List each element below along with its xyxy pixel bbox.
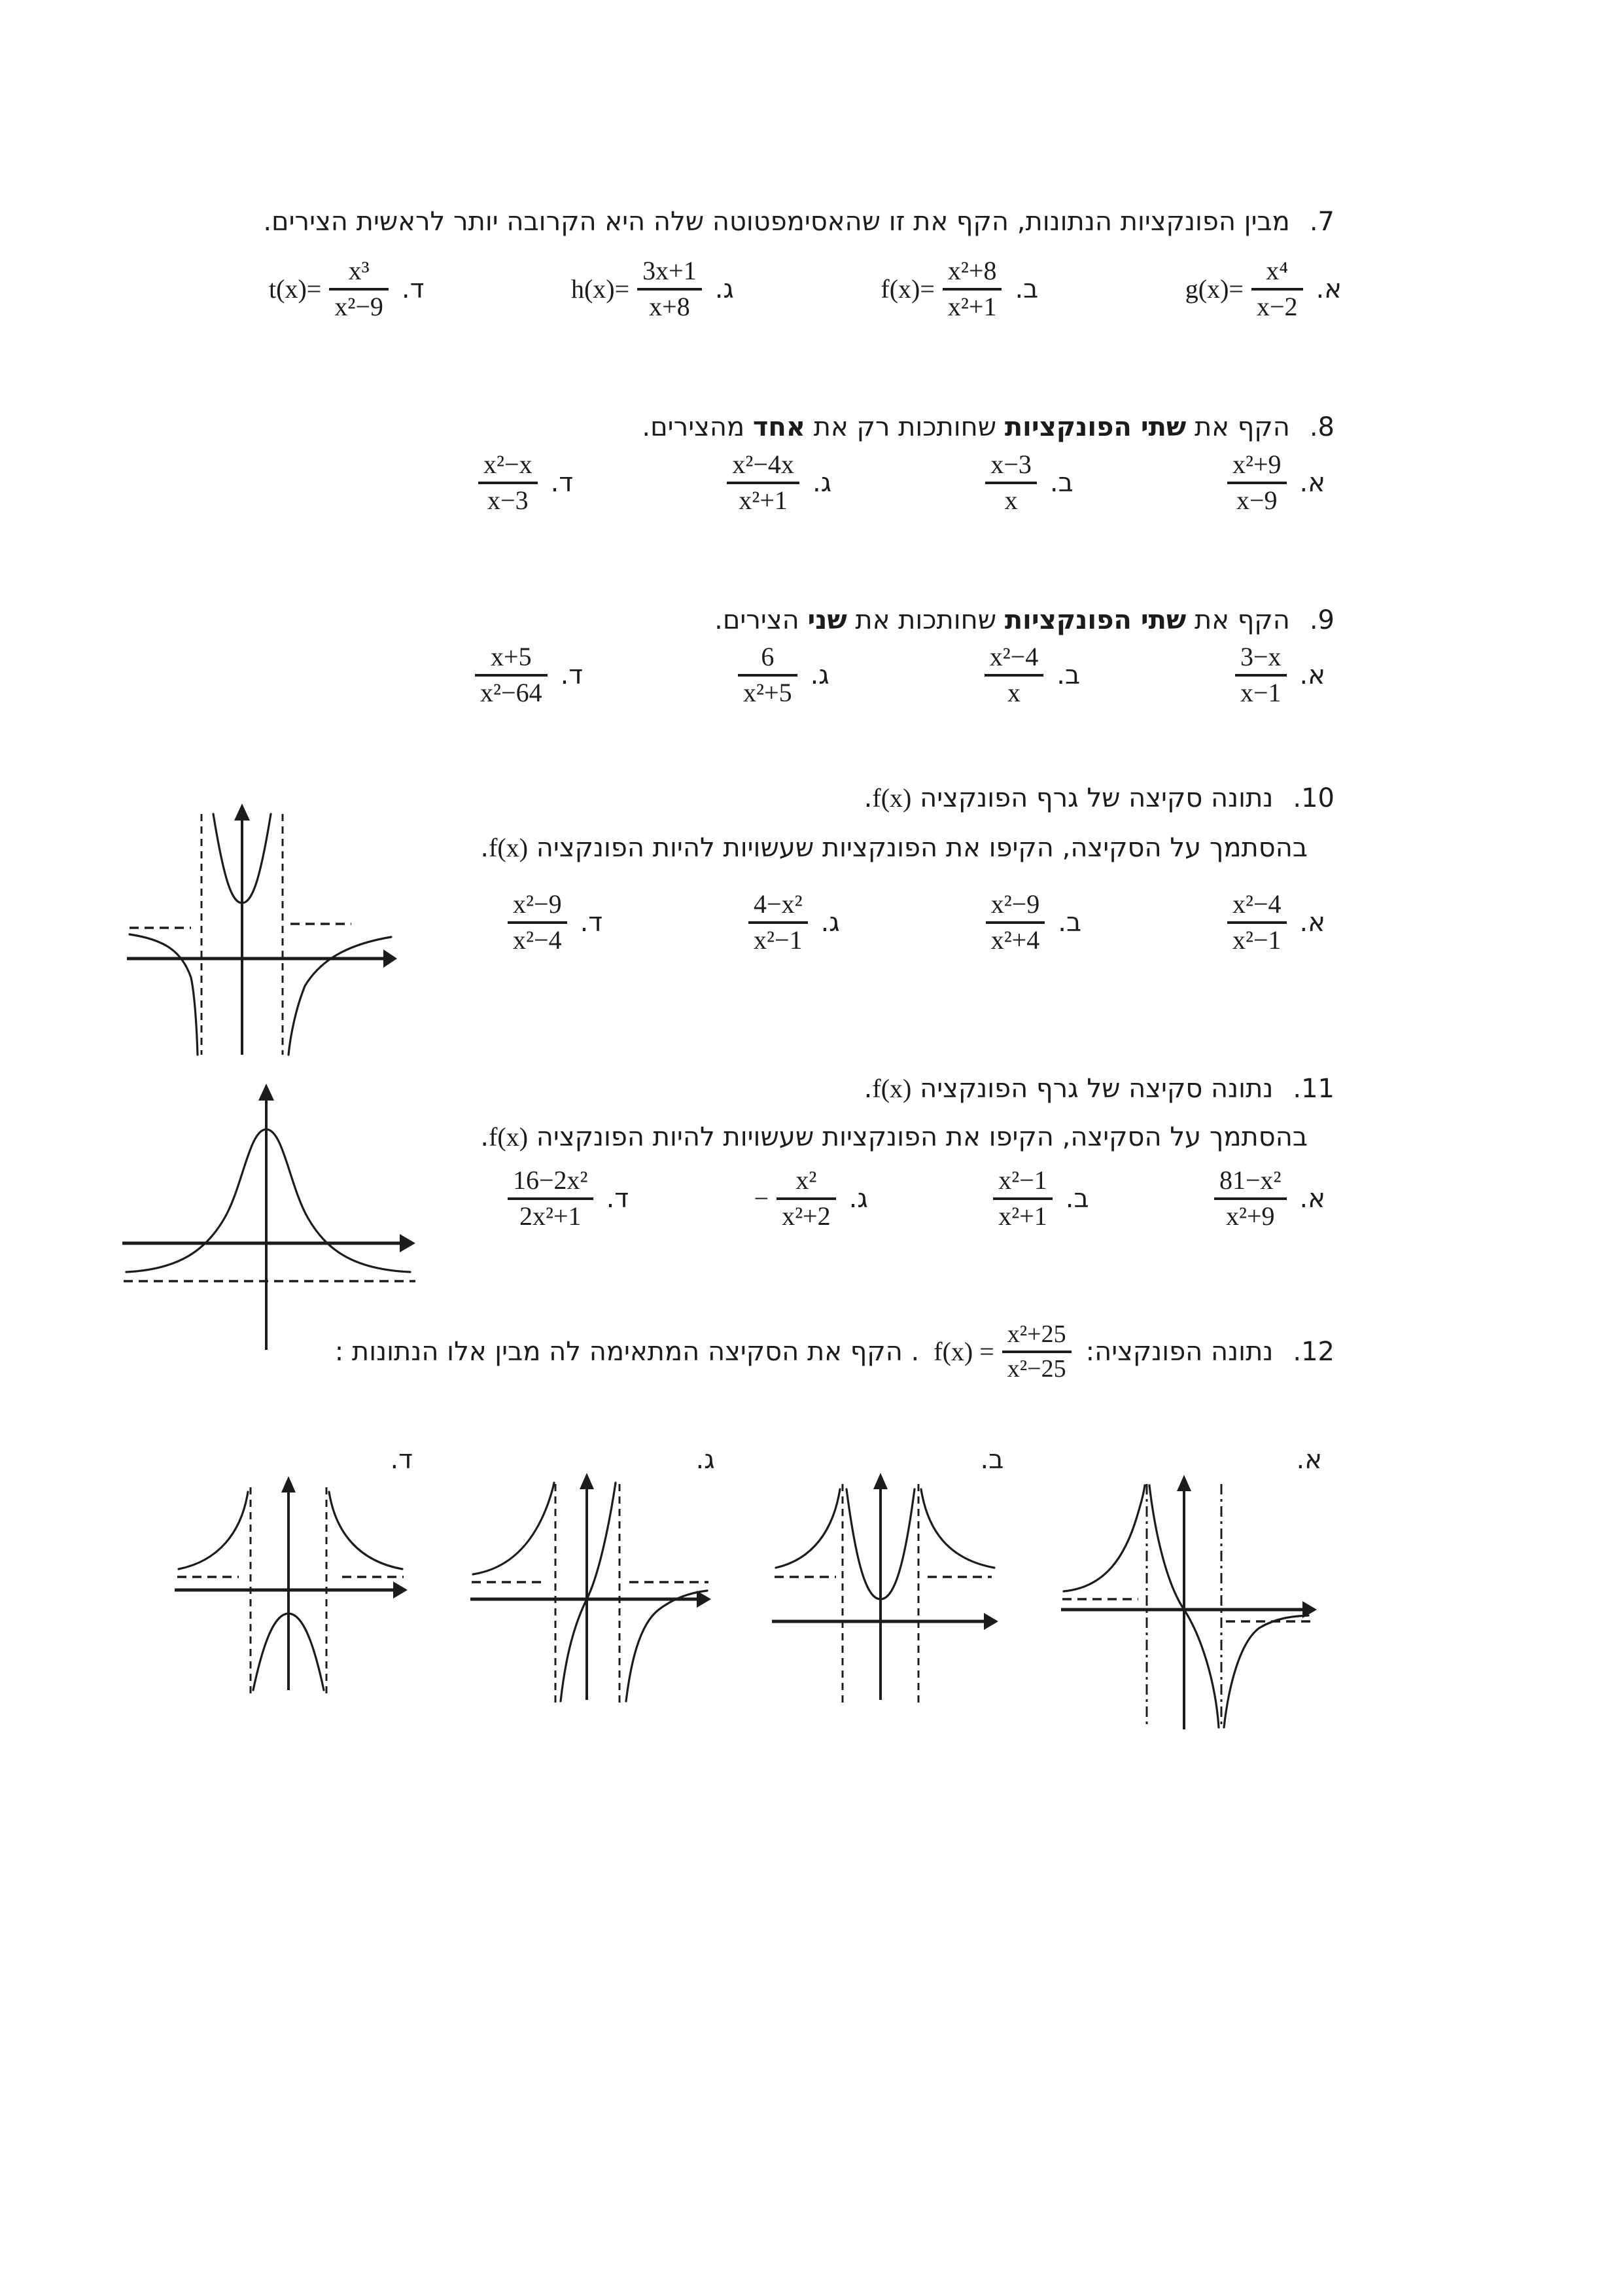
fraction: $\frac{\text{x²}}{\text{x²+2}}$ [777,1166,836,1231]
y-axis-arrow [234,804,250,821]
fraction: $\frac{\text{x²−9}}{\text{x²+4}}$ [986,890,1045,955]
q11-graph-sketch [121,1078,419,1356]
negative-fraction [754,1166,836,1231]
fraction-bar [748,921,808,924]
q12-option-c-sketch [469,1471,711,1720]
option-label: א. [1299,1183,1325,1214]
option-label: ג. [810,660,829,690]
function-expression [1185,256,1303,322]
fx-notation: f(x) [489,1122,529,1152]
question-8-options [478,450,1325,516]
q12-option-b-sketch [771,1471,1000,1713]
y-axis-arrow [281,1476,296,1492]
option-label: ב. [1015,274,1039,304]
q10-option-a [1227,890,1325,955]
q8-option-b [985,450,1073,516]
question-11-options [508,1166,1325,1231]
question-number: 7. [1309,207,1335,237]
q11-option-b [993,1166,1089,1231]
question-text: מהצירים. [642,412,753,442]
option-label: א. [1299,660,1325,690]
x-axis-arrow [383,949,397,968]
fraction-bar [986,921,1045,924]
q10-sketch-svg [126,800,397,1058]
q12-option-d-sketch [173,1471,409,1720]
fraction: $\frac{\text{81−x²}}{\text{x²+9}}$ [1214,1166,1287,1231]
q9-option-d [475,643,583,708]
fraction-bar [508,1197,593,1200]
q12-option-a-sketch [1060,1471,1318,1733]
function-name: g(x)= [1185,274,1244,304]
period: . [480,833,489,863]
option-label: ג. [848,1183,868,1214]
q7-option-a [1185,256,1342,322]
left-branch [473,1483,554,1574]
fraction-bar [985,674,1044,677]
q10-option-b [986,890,1081,955]
question-12-graph-options [173,1445,1322,1735]
period: . [864,1074,873,1104]
right-branch [329,1492,402,1569]
fraction: $\frac{3x+1}{x+8}$ [637,256,702,322]
q12-option-b [771,1445,1004,1716]
question-text: שחותכות את [846,605,1005,635]
q10-option-d [508,890,602,955]
question-text-bold: שני [807,605,847,635]
left-branch [1064,1485,1145,1591]
left-branch [130,934,198,1055]
question-7-options [269,256,1342,322]
question-lead [1086,1337,1335,1367]
q7-option-c [571,256,734,322]
option-label: ד. [560,660,584,690]
fraction-bar [727,482,799,484]
fraction: $\frac{\text{16−2x²}}{\text{2x²+1}}$ [508,1166,593,1231]
minus-sign: − [754,1184,769,1214]
option-label: ג. [820,907,840,938]
option-label: ב. [1065,1183,1089,1214]
question-number: 12. [1293,1336,1335,1367]
function-name: t(x)= [269,274,322,304]
fx-equals: f(x) = [934,1337,994,1367]
fraction: $\frac{\text{x²+8}}{\text{x²+1}}$ [943,256,1002,322]
x-axis-arrow [984,1613,998,1630]
right-branch [626,1591,707,1701]
question-12-header [335,1320,1335,1383]
fx-notation: f(x) [872,783,912,813]
option-label: ג. [695,1445,715,1475]
right-branch [1224,1616,1308,1727]
fraction-bar [985,482,1037,484]
q9-option-b [985,643,1080,708]
q11-sketch-svg [121,1078,419,1353]
fraction-bar [777,1197,836,1200]
fraction: $\frac{\text{x⁴}}{x-2}$ [1251,256,1303,322]
period: . [864,783,873,813]
q11-option-c [754,1166,868,1231]
fraction-bar [1227,921,1287,924]
fraction: $\frac{3-x}{x-1}$ [1235,643,1287,708]
fraction: $\frac{\text{x²−9}}{\text{x²−4}}$ [508,890,567,955]
function-name: f(x)= [881,274,935,304]
fraction: $\frac{\text{x²−4}}{x}$ [985,643,1044,708]
question-8-header [642,412,1335,442]
option-label: ב. [1049,467,1073,498]
fraction: $\frac{6}{\text{x²+5}}$ [738,643,797,708]
function-name: h(x)= [570,274,630,304]
fraction-bar [475,674,548,677]
question-10-header-line2 [480,832,1308,863]
q8-option-c [727,450,831,516]
question-text: . הקף את הסקיצה המתאימה לה מבין אלו הנתונות : [334,1336,920,1367]
question-10-options [508,890,1325,955]
x-axis-arrow [697,1591,711,1608]
question-text-bold: שתי הפונקציות [1004,605,1187,635]
fraction-bar [478,482,538,484]
q12-option-a [1060,1445,1322,1735]
question-11-header-line2 [480,1122,1308,1152]
option-label: ב. [1058,907,1082,938]
q9-option-a [1235,643,1325,708]
x-axis-arrow [400,1234,415,1252]
option-label: ד. [401,274,425,304]
option-label: א. [1299,907,1325,938]
question-text: בהסתמך על הסקיצה, הקיפו את הפונקציות שעשויות להיות הפונקציה [528,1122,1308,1152]
function-expression [269,256,389,322]
q11-option-a [1214,1166,1325,1231]
option-label: א. [1299,467,1325,498]
fraction-bar [1251,288,1303,291]
question-text: הקף את [1186,412,1290,442]
question-text: מבין הפונקציות הנתונות, הקף את זו שהאסימפטוטה שלה היא הקרובה יותר לראשית הצירים. [263,207,1290,237]
question-text: הקף את [1186,605,1290,635]
q8-option-a [1227,450,1325,516]
q12-option-d [173,1445,413,1722]
left-branch [776,1489,840,1568]
question-9-options [475,643,1325,708]
period: . [480,1122,489,1152]
option-label: ב. [1056,660,1081,690]
question-text-bold: אחד [752,412,806,442]
q11-option-d [508,1166,629,1231]
x-axis-arrow [393,1581,408,1598]
fraction-bar [1214,1197,1287,1200]
question-number: 9. [1309,605,1335,635]
fraction: $\frac{\text{x²−4}}{\text{x²−1}}$ [1227,890,1287,955]
question-9-header [714,605,1335,635]
fraction-bar [1227,482,1287,484]
function-expression [571,256,702,322]
fraction: $\frac{x-3}{x}$ [985,450,1037,516]
question-number: 10. [1293,783,1335,813]
option-label: א. [1316,274,1342,304]
y-axis-arrow [873,1473,888,1489]
fraction-bar [1235,674,1287,677]
question-text: נתונה סקיצה של גרף הפונקציה [911,783,1274,813]
option-label: ב. [980,1445,1004,1475]
question-number: 11. [1293,1074,1335,1104]
fx-notation: f(x) [489,833,529,862]
option-label: ד. [550,467,574,498]
fraction: $\frac{\text{x³}}{\text{x²−9}}$ [329,256,389,322]
given-function [934,1320,1071,1383]
fraction-bar [993,1197,1053,1200]
question-7-header [263,207,1335,237]
fraction: $\frac{\text{x²+25}}{\text{x²−25}}$ [1002,1320,1072,1383]
y-axis-arrow [258,1084,274,1101]
q10-option-c [748,890,840,955]
fraction-bar [1002,1351,1072,1353]
fraction: $\frac{\text{x²−4x}}{\text{x²+1}}$ [727,450,799,516]
bell-curve [126,1129,410,1272]
q12-option-c [469,1445,715,1722]
fraction-bar [508,921,567,924]
fraction-bar [738,674,797,677]
fraction: $\frac{\text{x²+9}}{x-9}$ [1227,450,1287,516]
question-text: בהסתמך על הסקיצה, הקיפו את הפונקציות שעשויות להיות הפונקציה [528,833,1308,863]
q9-option-c [738,643,829,708]
option-label: ד. [390,1445,413,1475]
q7-option-b [881,256,1038,322]
question-text: הצירים. [714,605,808,635]
fraction: $\frac{\text{x²−1}}{\text{x²+1}}$ [993,1166,1053,1231]
q8-option-d [478,450,573,516]
option-label: ד. [580,907,603,938]
fraction-bar [943,288,1002,291]
option-label: ד. [606,1183,629,1214]
question-text: נתונה הפונקציה: [1085,1336,1274,1367]
fraction: $\frac{\text{4−x²}}{\text{x²−1}}$ [748,890,808,955]
function-expression [881,256,1002,322]
question-number: 8. [1309,412,1335,442]
y-axis-arrow [1177,1475,1191,1491]
right-branch [921,1489,994,1568]
left-branch [179,1492,248,1569]
fx-notation: f(x) [872,1074,912,1103]
option-label: א. [1296,1445,1322,1475]
q7-option-d [269,256,424,322]
question-text: נתונה סקיצה של גרף הפונקציה [911,1074,1274,1104]
right-branch [288,937,391,1055]
question-10-header-line1 [864,783,1335,813]
fraction-bar [637,288,702,291]
question-text: שחותכות רק את [805,412,1005,442]
fraction: $\frac{\text{x²−x}}{x-3}$ [478,450,538,516]
fraction-bar [329,288,389,291]
option-label: ג. [812,467,832,498]
question-11-header-line1 [864,1073,1335,1104]
fraction: $\frac{x+5}{\text{x²−64}}$ [475,643,548,708]
option-label: ג. [714,274,734,304]
question-text-bold: שתי הפונקציות [1004,412,1187,442]
y-axis-arrow [580,1473,594,1489]
q10-graph-sketch [126,800,397,1061]
